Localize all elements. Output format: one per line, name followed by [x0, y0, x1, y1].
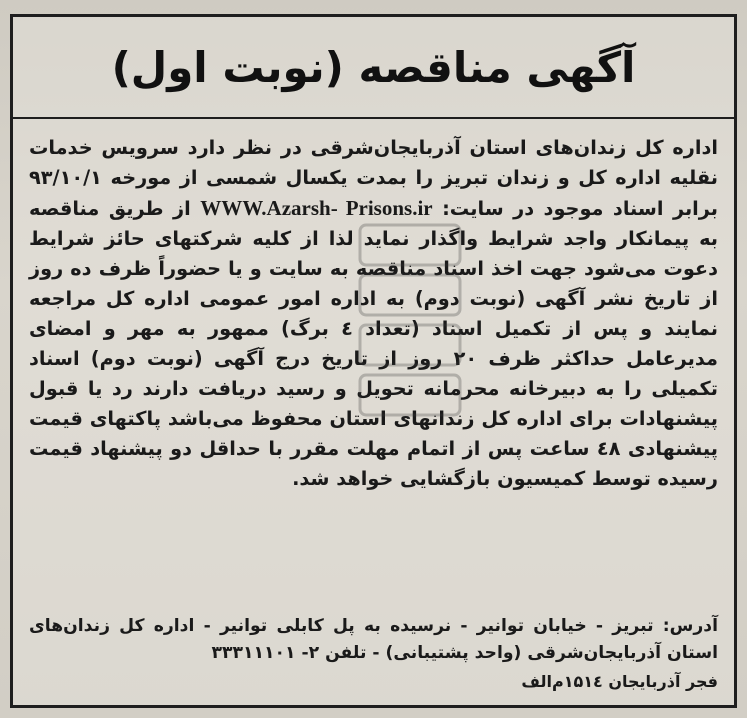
publication-reference: فجر آذربایجان ۱۵۱٤م‌الف: [521, 672, 718, 691]
notice-header: [13, 17, 734, 119]
notice-title: آگهی مناقصه (نوبت اول): [111, 42, 636, 92]
notice-frame: [10, 14, 737, 708]
notice-body-intro: اداره کل زندان‌های استان آذربایجان‌شرقی در نظر دارد سرویس خدمات نقلیه اداره کل و زندان تبریز را بمدت یکسال شمسی از مورخه ۹۳/۱۰/۱ برابر اسناد موجود در سایت:: [29, 136, 719, 220]
notice-body: [29, 133, 718, 494]
website-link: WWW.Azarsh- Prisons.ir: [200, 196, 433, 220]
notice-body-main: از طریق مناقصه به پیمانکار واجد شرایط واگذار نماید لذا از کلیه شرکتهای حائز شرایط دعوت می‌شود جهت اخذ اسناد مناقصه به سایت و یا حضوراً ظرف ده روز از تاریخ نشر آگهی (نوبت دوم) به اداره امور عمومی اداره کل مراجعه نمایند و پس از تکمیل اسناد (تعداد ٤ برگ) ممهور به مهر و امضای مدیرعامل حداکثر ظرف ۲۰ روز از تاریخ درج آگهی (نوبت دوم) اسناد تکمیلی را به دبیرخانه محرمانه تحویل و رسید دریافت دارند رد یا قبول پیشنهادات برای اداره کل زندانهای استان محفوظ می‌باشد پاکتهای قیمت پیشنهادی ٤٨ ساعت پس از اتمام مهلت مقرر با حداقل دو پیشنهاد قیمت رسیده توسط کمیسیون بازگشایی خواهد شد.: [29, 197, 718, 490]
notice-address: آدرس: تبریز - خیابان توانیر - نرسیده به پل کابلی توانیر - اداره کل زندان‌های استان آذربایجان‌شرقی (واحد پشتیبانی) - تلفن ۲- ۳۳۳۱۱۱۰۱: [29, 616, 718, 663]
